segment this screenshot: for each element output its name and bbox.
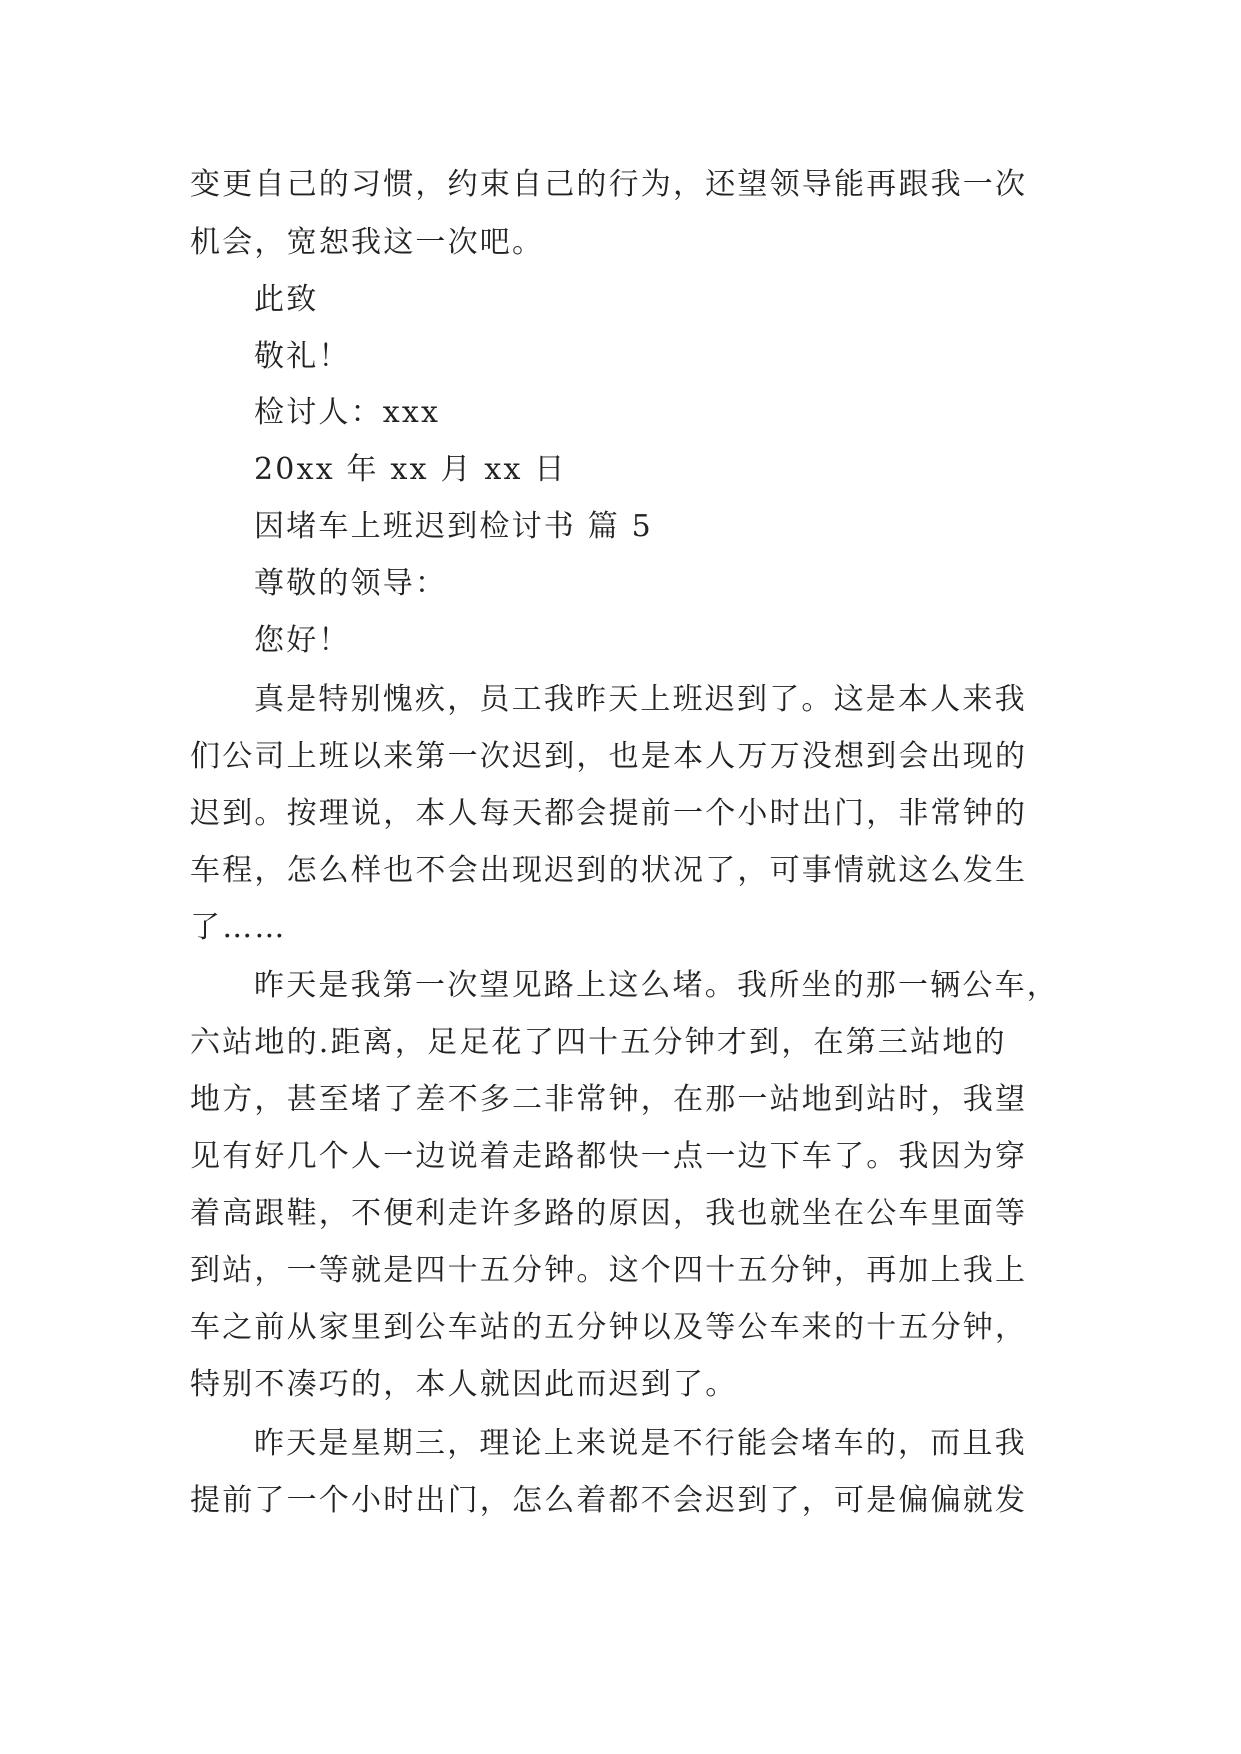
body-text-line: 车程，怎么样也不会出现迟到的状况了，可事情就这么发生 — [190, 853, 1028, 888]
body-text-line: 特别不凑巧的，本人就因此而迟到了。 — [190, 1367, 738, 1402]
body-text-line: 昨天是我第一次望见路上这么堵。我所坐的那一辆公车， — [254, 968, 1059, 1003]
closing-salutation: 此致 — [254, 282, 319, 317]
body-text-line: 迟到。按理说，本人每天都会提前一个小时出门，非常钟的 — [190, 796, 1028, 831]
section-title: 因堵车上班迟到检讨书 篇 5 — [254, 509, 653, 544]
signature-line: 检讨人：xxx — [254, 395, 441, 430]
date-line: 20xx 年 xx 月 xx 日 — [254, 452, 567, 487]
body-text-line: 们公司上班以来第一次迟到，也是本人万万没想到会出现的 — [190, 739, 1028, 774]
closing-regards: 敬礼！ — [254, 339, 351, 374]
body-text-line: 变更自己的习惯，约束自己的行为，还望领导能再跟我一次 — [190, 167, 1028, 202]
body-text-line: 到站，一等就是四十五分钟。这个四十五分钟，再加上我上 — [190, 1253, 1028, 1288]
body-text-line: 机会，宽恕我这一次吧。 — [190, 225, 545, 260]
body-text-line: 真是特别愧疚，员工我昨天上班迟到了。这是本人来我 — [254, 682, 1027, 717]
body-text-line: 昨天是星期三，理论上来说是不行能会堵车的，而且我 — [254, 1426, 1027, 1461]
body-text-line: 车之前从家里到公车站的五分钟以及等公车来的十五分钟， — [190, 1310, 1028, 1345]
greeting-addressee: 尊敬的领导： — [254, 566, 448, 601]
body-text-line: 了…… — [190, 910, 287, 945]
body-text-line: 地方，甚至堵了差不多二非常钟，在那一站地到站时，我望 — [190, 1082, 1028, 1117]
greeting: 您好！ — [254, 623, 351, 658]
body-text-line: 着高跟鞋，不便利走许多路的原因，我也就坐在公车里面等 — [190, 1196, 1028, 1231]
body-text-line: 六站地的.距离，足足花了四十五分钟才到，在第三站地的 — [190, 1025, 1007, 1060]
body-text-line: 见有好几个人一边说着走路都快一点一边下车了。我因为穿 — [190, 1139, 1028, 1174]
body-text-line: 提前了一个小时出门，怎么着都不会迟到了，可是偏偏就发 — [190, 1483, 1028, 1518]
